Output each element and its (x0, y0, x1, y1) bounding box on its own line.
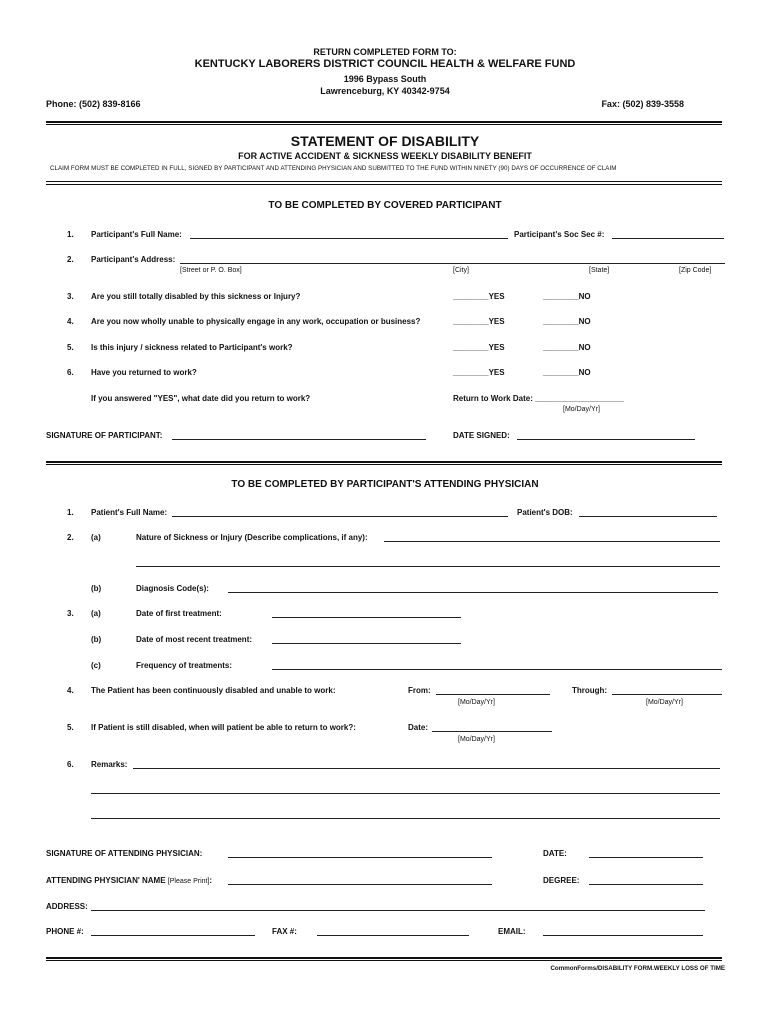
degree-field[interactable] (589, 884, 703, 885)
phone-field[interactable] (91, 935, 255, 936)
divider (46, 124, 722, 125)
through-label: Through: (572, 686, 608, 695)
physician-date-label: DATE: (543, 849, 567, 858)
frequency-field[interactable] (272, 669, 722, 670)
patient-dob-field[interactable] (579, 516, 717, 517)
recent-treatment-field[interactable] (272, 643, 461, 644)
claim-notice: CLAIM FORM MUST BE COMPLETED IN FULL, SIGNED BY PARTICIPANT AND ATTENDING PHYSICIAN AND SUBMITTED TO THE FUND WITHIN NINETY (90) DAYS OF OCCURRENCE OF CLAIM (50, 165, 617, 172)
remarks-field-line3[interactable] (91, 818, 720, 819)
address-street-hint: [Street or P. O. Box] (180, 267, 242, 274)
fax-label: FAX #: (272, 927, 297, 936)
physician-return-date-field[interactable] (432, 731, 552, 732)
phone-label: PHONE #: (46, 927, 84, 936)
from-date-hint: [Mo/Day/Yr] (458, 699, 495, 706)
return-date-question: If you answered "YES", what date did you return to work? (91, 394, 311, 403)
physician-signature-field[interactable] (228, 857, 492, 858)
org-name: KENTUCKY LABORERS DISTRICT COUNCIL HEALTH & WELFARE FUND (194, 58, 576, 70)
return-date-label: Date: (408, 723, 429, 732)
ssn-field[interactable] (612, 238, 724, 239)
footer-path: CommonForms/DISABILITY FORM.WEEKLY LOSS OF TIME (550, 965, 725, 972)
address-label: ADDRESS: (46, 902, 88, 911)
q6-number: 6. (67, 368, 74, 377)
remarks-field[interactable] (133, 768, 720, 769)
q3-no[interactable]: ________NO (543, 292, 591, 301)
form-title: STATEMENT OF DISABILITY (290, 133, 480, 149)
participant-heading: TO BE COMPLETED BY COVERED PARTICIPANT (268, 200, 502, 211)
divider (46, 181, 722, 182)
q5-number: 5. (67, 343, 74, 352)
p4-number: 4. (67, 686, 74, 695)
q5-label: Is this injury / sickness related to Participant's work? (91, 343, 293, 352)
q4-no[interactable]: ________NO (543, 317, 591, 326)
p6-number: 6. (67, 760, 74, 769)
q3-number: 3. (67, 292, 74, 301)
participant-signature-label: SIGNATURE OF PARTICIPANT: (46, 431, 163, 440)
from-date-field[interactable] (436, 694, 550, 695)
address-zip-hint: [Zip Code] (679, 267, 712, 274)
nature-field[interactable] (384, 541, 720, 542)
physician-name-hint: [Please Print] (167, 878, 210, 885)
q1-number: 1. (67, 230, 74, 239)
patient-name-field[interactable] (172, 516, 508, 517)
q4-number: 4. (67, 317, 74, 326)
fax-field[interactable] (317, 935, 469, 936)
return-date-field[interactable]: Return to Work Date: ____________________ (453, 394, 625, 403)
q2-number: 2. (67, 255, 74, 264)
address-state-hint: [State] (589, 267, 610, 274)
org-fax: Fax: (502) 839-3558 (601, 99, 684, 109)
first-treatment-label: Date of first treatment: (136, 609, 222, 618)
p3b-tag: (b) (91, 635, 102, 644)
p3-number: 3. (67, 609, 74, 618)
q5-yes[interactable]: ________YES (453, 343, 505, 352)
p2-number: 2. (67, 533, 74, 542)
diagnosis-label: Diagnosis Code(s): (136, 584, 209, 593)
date-signed-field[interactable] (517, 439, 695, 440)
form-subtitle: FOR ACTIVE ACCIDENT & SICKNESS WEEKLY DISABILITY BENEFIT (238, 151, 532, 161)
nature-field-line2[interactable] (136, 566, 720, 567)
q3-yes[interactable]: ________YES (453, 292, 505, 301)
divider (46, 957, 722, 959)
participant-name-label: Participant's Full Name: (91, 230, 182, 239)
through-date-hint: [Mo/Day/Yr] (646, 699, 683, 706)
physician-date-field[interactable] (589, 857, 703, 858)
participant-signature-field[interactable] (172, 439, 426, 440)
first-treatment-field[interactable] (272, 617, 461, 618)
from-label: From: (408, 686, 431, 695)
degree-label: DEGREE: (543, 876, 580, 885)
recent-treatment-label: Date of most recent treatment: (136, 635, 253, 644)
through-date-field[interactable] (612, 694, 722, 695)
p2a-tag: (a) (91, 533, 101, 542)
q6-no[interactable]: ________NO (543, 368, 591, 377)
org-city: Lawrenceburg, KY 40342-9754 (320, 86, 450, 96)
email-field[interactable] (543, 935, 703, 936)
physician-name-colon: : (209, 876, 213, 885)
participant-address-label: Participant's Address: (91, 255, 176, 264)
q3-label: Are you still totally disabled by this sickness or Injury? (91, 292, 301, 301)
q4-yes[interactable]: ________YES (453, 317, 505, 326)
q6-yes[interactable]: ________YES (453, 368, 505, 377)
participant-address-field[interactable] (180, 263, 725, 264)
physician-heading: TO BE COMPLETED BY PARTICIPANT'S ATTENDING PHYSICIAN (231, 479, 539, 490)
org-phone: Phone: (502) 839-8166 (46, 99, 141, 109)
address-city-hint: [City] (453, 267, 469, 274)
p5-number: 5. (67, 723, 74, 732)
physician-signature-label: SIGNATURE OF ATTENDING PHYSICIAN: (46, 849, 203, 858)
p1-number: 1. (67, 508, 74, 517)
remarks-field-line2[interactable] (91, 793, 720, 794)
disabled-period-label: The Patient has been continuously disabled and unable to work: (91, 686, 336, 695)
email-label: EMAIL: (498, 927, 526, 936)
return-to-work-label: If Patient is still disabled, when will patient be able to return to work?: (91, 723, 356, 732)
q5-no[interactable]: ________NO (543, 343, 591, 352)
diagnosis-field[interactable] (228, 592, 718, 593)
divider (46, 461, 722, 463)
patient-name-label: Patient's Full Name: (91, 508, 168, 517)
physician-name-text: ATTENDING PHYSICIAN' NAME (46, 876, 166, 885)
physician-return-date-hint: [Mo/Day/Yr] (458, 736, 495, 743)
physician-name-label (46, 876, 212, 885)
org-street: 1996 Bypass South (343, 74, 427, 84)
return-to: RETURN COMPLETED FORM TO: (313, 47, 457, 57)
nature-label: Nature of Sickness or Injury (Describe complications, if any): (136, 533, 368, 542)
address-field[interactable] (91, 910, 705, 911)
divider (46, 960, 722, 961)
p3c-tag: (c) (91, 661, 101, 670)
remarks-label: Remarks: (91, 760, 128, 769)
divider (46, 464, 722, 465)
patient-dob-label: Patient's DOB: (517, 508, 573, 517)
q6-label: Have you returned to work? (91, 368, 197, 377)
p3a-tag: (a) (91, 609, 101, 618)
q4-label: Are you now wholly unable to physically engage in any work, occupation or business? (91, 317, 421, 326)
ssn-label: Participant's Soc Sec #: (514, 230, 605, 239)
divider (46, 121, 722, 123)
p2b-tag: (b) (91, 584, 102, 593)
frequency-label: Frequency of treatments: (136, 661, 233, 670)
physician-name-field[interactable] (228, 884, 492, 885)
date-signed-label: DATE SIGNED: (453, 431, 510, 440)
participant-name-field[interactable] (190, 238, 508, 239)
return-date-hint: [Mo/Day/Yr] (563, 406, 600, 413)
divider (46, 184, 722, 185)
